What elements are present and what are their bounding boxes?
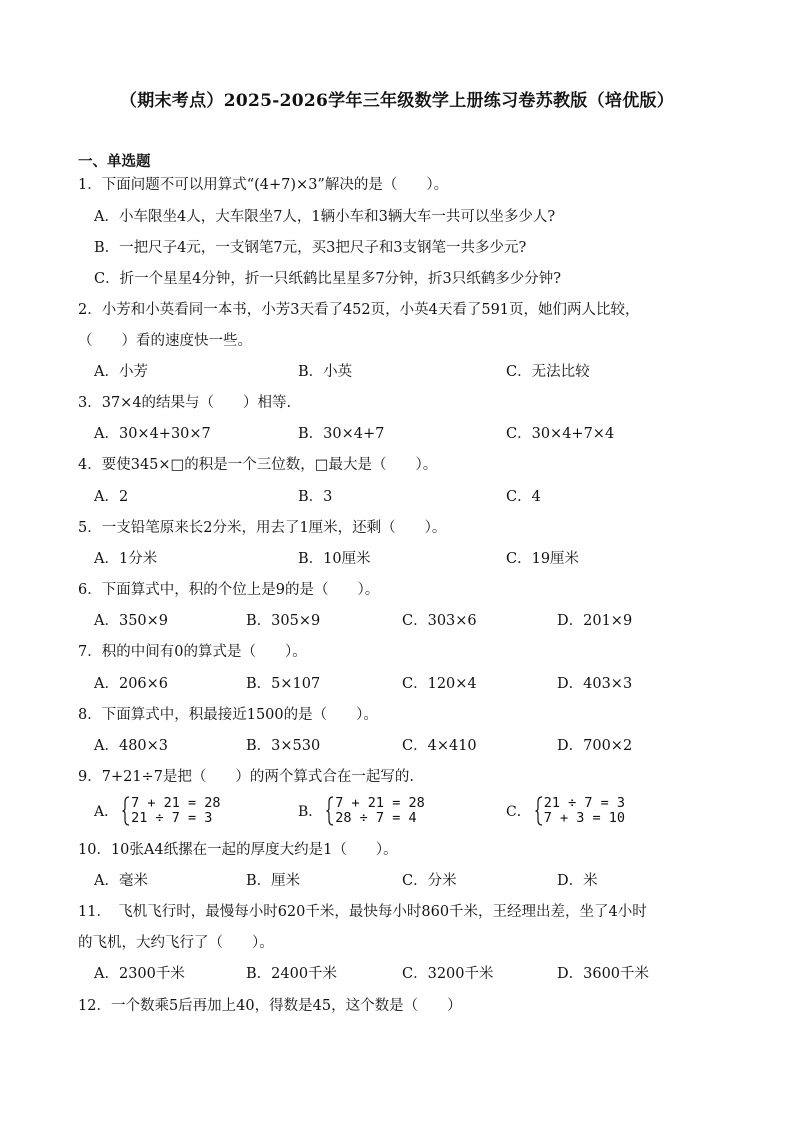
question-3-option-a[interactable]: A．30×4+30×7 (94, 426, 211, 442)
question-1-option-c[interactable]: C．折一个星星4分钟，折一只纸鹤比星星多7分钟，折3只纸鹤多少分钟? (94, 271, 562, 287)
question-4-option-b[interactable]: B．3 (298, 489, 333, 505)
question-6-option-c[interactable]: C．303×6 (402, 613, 477, 629)
question-7-stem: 7．积的中间有0的算式是（ ）。 (78, 644, 307, 660)
option-label: C． (506, 804, 531, 820)
question-8-option-c[interactable]: C．4×410 (402, 738, 477, 754)
question-4-stem: 4．要使345×□的积是一个三位数，□最大是（ ）。 (78, 457, 438, 473)
question-11-option-d[interactable]: D．3600千米 (557, 966, 650, 982)
question-6-stem: 6．下面算式中，积的个位上是9的是（ ）。 (78, 582, 380, 598)
equation-1: 7 + 21 = 28 (335, 795, 425, 811)
question-2-stem-line-1: 2．小芳和小英看同一本书，小芳3天看了452页，小英4天看了591页，她们两人比较， (78, 302, 640, 318)
question-5-option-c[interactable]: C．19厘米 (506, 551, 580, 567)
question-11-option-b[interactable]: B．2400千米 (246, 966, 338, 982)
question-4-option-c[interactable]: C．4 (506, 489, 541, 505)
section-heading: 一、单选题 (78, 153, 151, 170)
brace-icon (122, 796, 130, 826)
question-11-stem-line-1: 11． 飞机飞行时，最慢每小时620千米，最快每小时860千米，王经理出差，坐了4小时 (78, 904, 647, 920)
question-9-option-b[interactable] (298, 796, 425, 826)
question-5-option-a[interactable]: A．1分米 (94, 551, 158, 567)
equation-2: 28 ÷ 7 = 4 (335, 810, 417, 826)
question-1-option-a[interactable]: A．小车限坐4人，大车限坐7人，1辆小车和3辆大车一共可以坐多少人? (94, 209, 556, 225)
question-10-option-d[interactable]: D．米 (557, 873, 598, 889)
question-3-stem: 3．37×4的结果与（ ）相等. (78, 395, 292, 411)
question-9-option-c[interactable] (506, 796, 625, 826)
question-2-option-a[interactable]: A．小芳 (94, 364, 148, 380)
option-label: B． (298, 804, 323, 820)
equation-1: 7 + 21 = 28 (131, 795, 221, 811)
question-6-option-a[interactable]: A．350×9 (94, 613, 169, 629)
brace-icon (326, 796, 334, 826)
question-2-option-b[interactable]: B．小英 (298, 364, 353, 380)
question-12-stem: 12．一个数乘5后再加上40，得数是45，这个数是（ ） (78, 998, 462, 1014)
page-title: （期末考点）2025-2026学年三年级数学上册练习卷苏教版（培优版） (119, 91, 675, 111)
question-7-option-d[interactable]: D．403×3 (557, 676, 633, 692)
question-3-option-b[interactable]: B．30×4+7 (298, 426, 385, 442)
question-7-option-a[interactable]: A．206×6 (94, 676, 169, 692)
question-1-stem: 1．下面问题不可以用算式“(4+7)×3”解决的是（ ）。 (78, 177, 449, 193)
question-9-option-a[interactable] (94, 796, 221, 826)
question-10-option-c[interactable]: C．分米 (402, 873, 457, 889)
equation-2: 21 ÷ 7 = 3 (131, 810, 213, 826)
question-2-option-c[interactable]: C．无法比较 (506, 364, 590, 380)
question-7-option-c[interactable]: C．120×4 (402, 676, 477, 692)
question-10-stem: 10．10张A4纸摞在一起的厚度大约是1（ ）。 (78, 842, 398, 858)
question-8-option-b[interactable]: B．3×530 (246, 738, 321, 754)
question-8-stem: 8．下面算式中，积最接近1500的是（ ）。 (78, 707, 378, 723)
question-6-option-d[interactable]: D．201×9 (557, 613, 633, 629)
question-11-option-a[interactable]: A．2300千米 (94, 966, 185, 982)
question-8-option-d[interactable]: D．700×2 (557, 738, 633, 754)
question-11-option-c[interactable]: C．3200千米 (402, 966, 494, 982)
question-9-stem: 9．7+21÷7是把（ ）的两个算式合在一起写的. (78, 769, 415, 785)
question-10-option-a[interactable]: A．毫米 (94, 873, 148, 889)
equation-2: 7 + 3 = 10 (543, 810, 625, 826)
question-4-option-a[interactable]: A．2 (94, 489, 129, 505)
question-1-option-b[interactable]: B．一把尺子4元，一支钢笔7元，买3把尺子和3支钢笔一共多少元? (94, 240, 527, 256)
question-6-option-b[interactable]: B．305×9 (246, 613, 321, 629)
equation-1: 21 ÷ 7 = 3 (543, 795, 625, 811)
question-11-stem-line-2: 的飞机，大约飞行了（ ）。 (78, 935, 274, 951)
question-7-option-b[interactable]: B．5×107 (246, 676, 321, 692)
question-2-stem-line-2: （ ）看的速度快一些。 (78, 333, 252, 349)
question-8-option-a[interactable]: A．480×3 (94, 738, 169, 754)
brace-icon (535, 796, 543, 826)
question-10-option-b[interactable]: B．厘米 (246, 873, 301, 889)
question-5-option-b[interactable]: B．10厘米 (298, 551, 371, 567)
option-label: A． (94, 804, 119, 820)
question-5-stem: 5．一支铅笔原来长2分米，用去了1厘米，还剩（ ）。 (78, 520, 447, 536)
question-3-option-c[interactable]: C．30×4+7×4 (506, 426, 615, 442)
